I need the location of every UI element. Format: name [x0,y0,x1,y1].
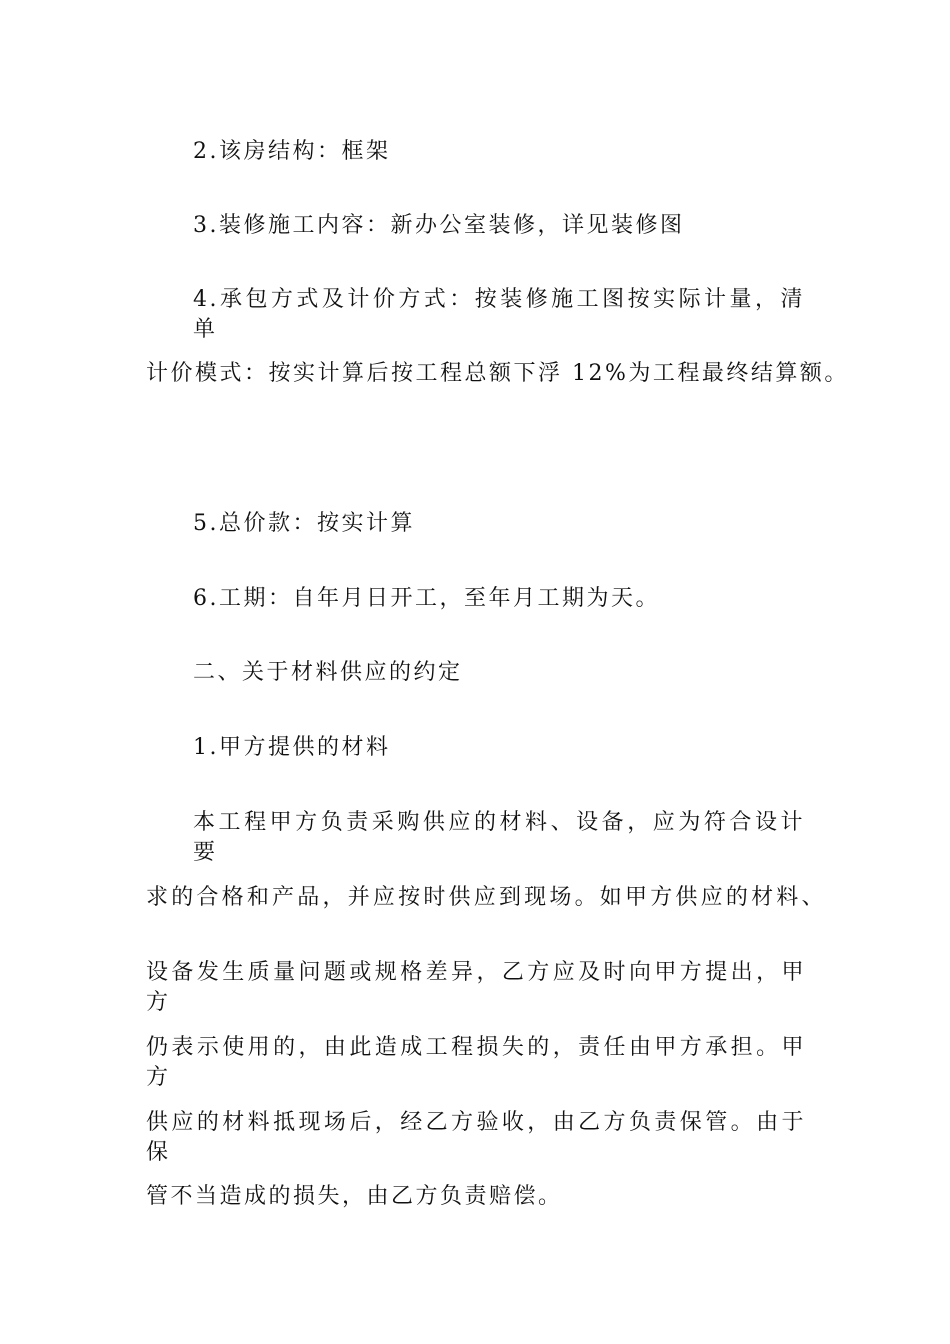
paragraph-line-5: 供应的材料抵现场后，经乙方验收，由乙方负责保管。由于保 [146,1110,806,1165]
paragraph-line-2: 求的合格和产品，并应按时供应到现场。如甲方供应的材料、 [146,885,826,910]
section-heading-materials: 二、关于材料供应的约定 [193,660,463,685]
item-total-price: 5.总价款：按实计算 [193,511,415,536]
item-structure: 2.该房结构：框架 [193,139,391,164]
item-schedule: 6.工期：自年月日开工，至年月工期为天。 [193,586,660,611]
paragraph-line-1: 本工程甲方负责采购供应的材料、设备，应为符合设计要 [193,810,805,865]
paragraph-line-6: 管不当造成的损失，由乙方负责赔偿。 [146,1184,563,1209]
item-construction-content: 3.装修施工内容：新办公室装修，详见装修图 [193,213,685,238]
item-contract-method: 4.承包方式及计价方式：按装修施工图按实际计量，清单 [193,287,805,342]
item-contract-method-cont: 计价模式：按实计算后按工程总额下浮 12%为工程最终结算额。 [146,361,849,386]
paragraph-line-4: 仍表示使用的，由此造成工程损失的，责任由甲方承担。甲方 [146,1035,806,1090]
paragraph-line-3: 设备发生质量问题或规格差异，乙方应及时向甲方提出，甲方 [146,960,806,1015]
subheading-party-a-materials: 1.甲方提供的材料 [193,735,391,760]
